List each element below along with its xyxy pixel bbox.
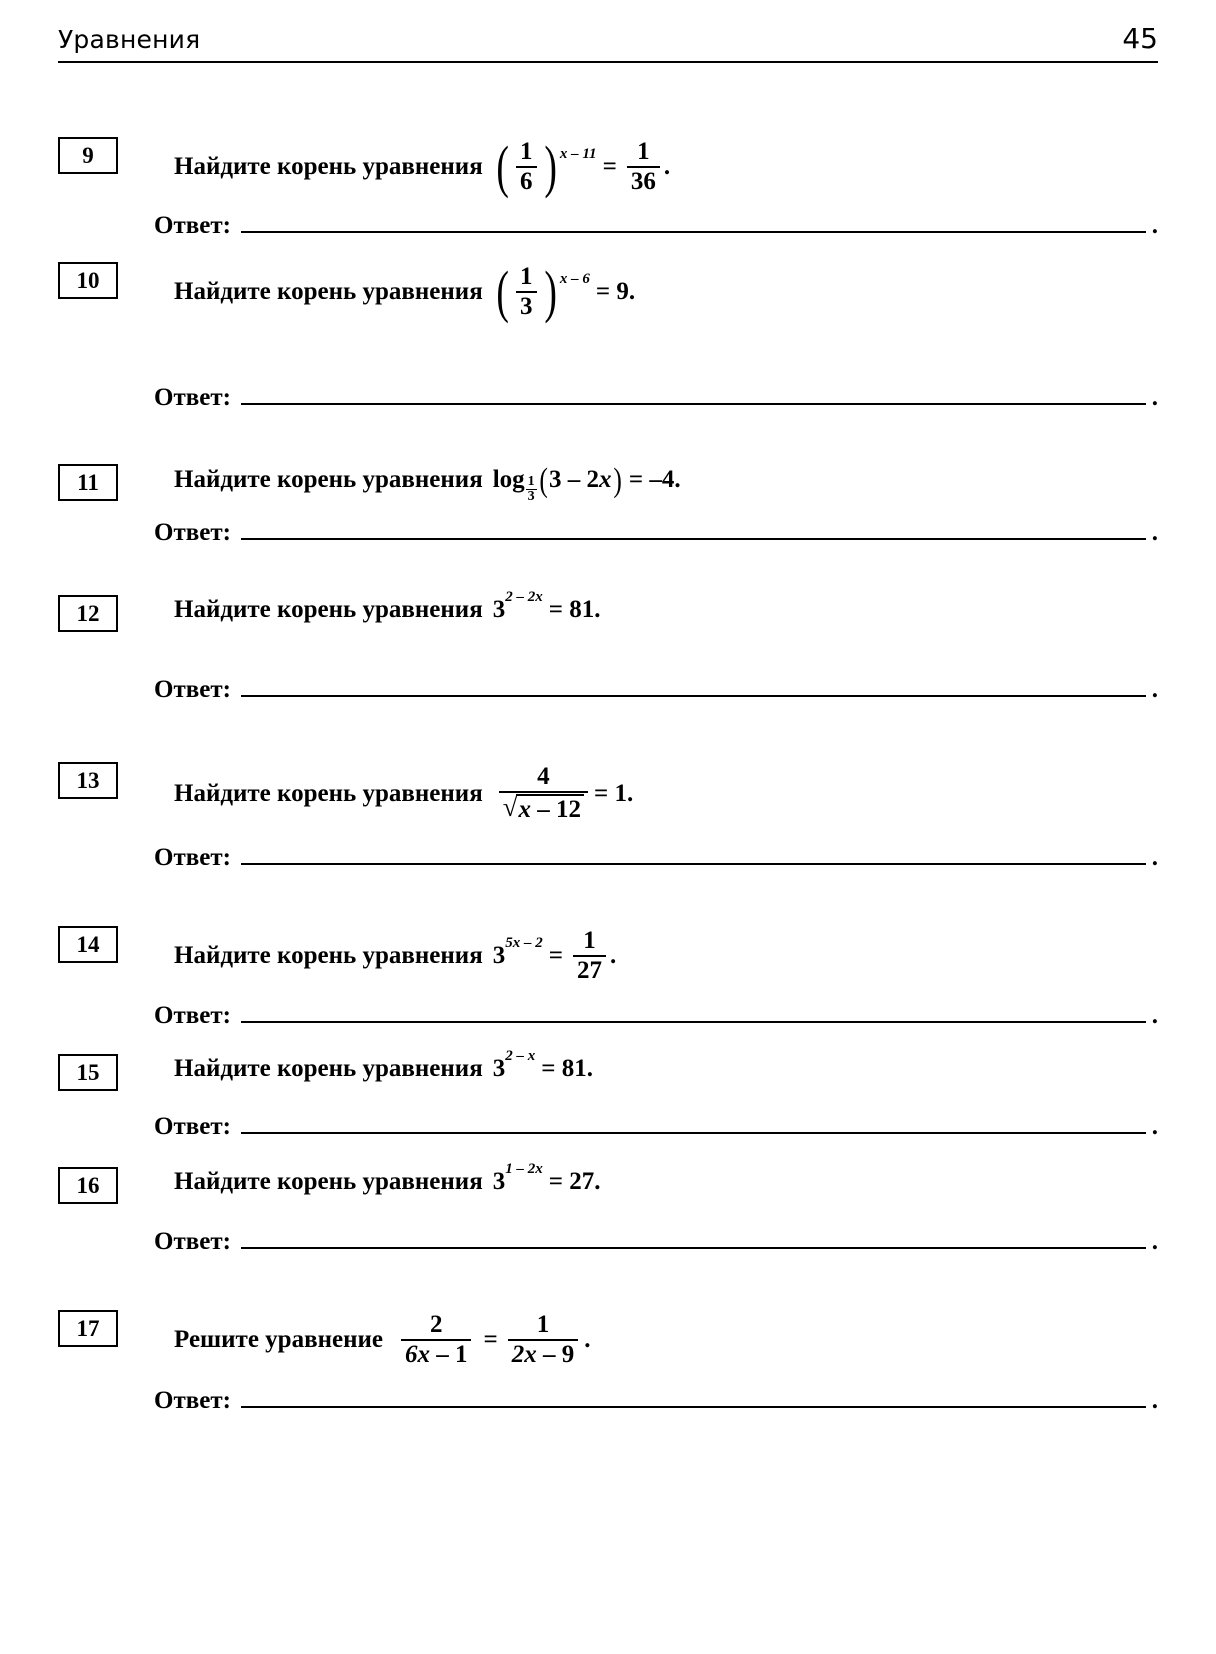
task-prompt: Найдите корень уравнения (174, 941, 483, 969)
exponent: 5x – 2 (505, 934, 543, 951)
task-item (58, 134, 1158, 240)
task-number: 12 (58, 595, 118, 632)
answer-period: . (1151, 1228, 1158, 1255)
page-number: 45 (1122, 22, 1158, 55)
task-number: 11 (58, 464, 118, 501)
task-item (58, 589, 1158, 704)
answer-blank[interactable] (241, 402, 1146, 405)
equation: ( $\frac{1}{6}$ ) x – 11 = $\frac{1}{36}$ . (496, 134, 671, 200)
task-prompt: Найдите корень уравнения (174, 1055, 483, 1082)
task-prompt: Найдите корень уравнения (174, 596, 483, 623)
task-statement (174, 926, 616, 985)
fraction-numerator: 1 (637, 138, 650, 165)
header-title: Уравнения (58, 25, 201, 54)
answer-period: . (1151, 676, 1158, 703)
answer-label: Ответ: (154, 384, 231, 411)
fraction-numerator: 1 (520, 262, 533, 290)
period: . (609, 941, 617, 969)
task-prompt: Найдите корень уравнения (174, 466, 483, 494)
fraction-numerator: 1 (520, 138, 533, 165)
task-statement (174, 1310, 590, 1369)
answer-period: . (1151, 843, 1158, 871)
answer-label: Ответ: (154, 211, 231, 239)
task-number: 13 (58, 762, 118, 799)
square-root: √ x – 12 (503, 794, 584, 823)
answer-blank[interactable] (241, 230, 1146, 233)
answer-label: Ответ: (154, 1228, 231, 1255)
task-number: 16 (58, 1167, 118, 1204)
answer-line (58, 384, 1158, 412)
fraction-numerator: 4 (537, 763, 550, 790)
right-hand-side: = 81. (548, 596, 601, 623)
task-statement (174, 762, 633, 824)
exponent: x – 6 (559, 270, 590, 287)
answer-blank[interactable] (241, 1246, 1146, 1249)
answer-line (58, 519, 1158, 547)
answer-blank[interactable] (241, 694, 1146, 697)
task-statement (174, 461, 681, 504)
right-hand-side: = –4. (628, 466, 681, 494)
answer-label: Ответ: (154, 1386, 231, 1414)
base: 3 (492, 1168, 506, 1195)
task-statement (174, 258, 636, 324)
answer-period: . (1151, 1113, 1158, 1140)
task-prompt: Решите уравнение (174, 1326, 383, 1354)
answer-period: . (1151, 1386, 1158, 1414)
task-statement (174, 134, 671, 200)
answer-blank[interactable] (241, 862, 1146, 865)
answer-label: Ответ: (154, 843, 231, 871)
task-statement (174, 1048, 593, 1082)
fraction-denominator (499, 791, 588, 823)
task-item (58, 1310, 1158, 1415)
answer-label: Ответ: (154, 1113, 231, 1140)
base: 3 (492, 1055, 506, 1082)
answer-blank[interactable] (241, 1405, 1146, 1408)
equals-sign: = (548, 941, 563, 969)
equation (492, 1048, 593, 1082)
exponent: 2 – x (505, 1048, 536, 1065)
task-prompt: Найдите корень уравнения (174, 277, 483, 305)
answer-line (58, 1228, 1158, 1256)
task-number: 15 (58, 1054, 118, 1091)
answer-period: . (1151, 1002, 1158, 1029)
fraction-denominator: 27 (573, 955, 606, 984)
log-base: $\frac{1}{3}$ (527, 474, 535, 504)
answer-label: Ответ: (154, 1002, 231, 1029)
fraction-denominator: 36 (627, 166, 660, 195)
answer-period: . (1151, 519, 1158, 546)
answer-period: . (1151, 211, 1158, 239)
equals-sign: = (602, 153, 617, 181)
period: . (663, 153, 671, 181)
answer-line (58, 1113, 1158, 1141)
answer-line (58, 844, 1158, 872)
task-number: 17 (58, 1310, 118, 1347)
fraction-denominator: 6x – 1 (401, 1339, 472, 1368)
task-statement (174, 589, 601, 623)
task-number: 9 (58, 137, 118, 174)
fraction-numerator: 1 (583, 926, 596, 954)
base: 3 (492, 941, 506, 969)
equals-sign: = (483, 1326, 498, 1354)
answer-line (58, 676, 1158, 704)
exponent: 1 – 2x (505, 1161, 543, 1178)
task-prompt: Найдите корень уравнения (174, 779, 483, 807)
equation (493, 764, 634, 824)
period: . (584, 1326, 591, 1354)
answer-period: . (1151, 384, 1158, 411)
page-header (58, 0, 1158, 61)
log-argument-body: 3 – 2x (549, 466, 612, 494)
answer-line (58, 1387, 1158, 1415)
equation (393, 1312, 591, 1369)
answer-label: Ответ: (154, 676, 231, 703)
answer-blank[interactable] (241, 1131, 1146, 1134)
equation: log $\frac{1}{3}$ ( 3 – 2x ) = –4. (492, 461, 681, 504)
exponent: 2 – 2x (505, 589, 543, 606)
answer-line (58, 212, 1158, 240)
fraction-numerator: 1 (536, 1311, 550, 1338)
task-item (58, 1161, 1158, 1256)
fraction-denominator: 3 (516, 291, 537, 320)
fraction-denominator: 2x – 9 (508, 1339, 579, 1368)
answer-blank[interactable] (241, 537, 1146, 540)
task-number: 10 (58, 262, 118, 299)
task-item (58, 926, 1158, 1031)
right-hand-side: = 81. (541, 1055, 593, 1082)
task-item (58, 762, 1158, 872)
task-item (58, 1048, 1158, 1141)
task-prompt: Найдите корень уравнения (174, 153, 483, 181)
task-prompt: Найдите корень уравнения (174, 1168, 483, 1195)
right-hand-side: = 27. (548, 1168, 601, 1195)
equation (492, 589, 601, 623)
answer-blank[interactable] (241, 1020, 1146, 1023)
answer-label: Ответ: (154, 519, 231, 546)
header-divider (58, 61, 1158, 63)
right-hand-side: = 9. (595, 277, 636, 305)
base: 3 (492, 596, 506, 623)
right-hand-side: = 1. (594, 779, 634, 807)
task-item (58, 258, 1158, 413)
fraction-denominator: 6 (516, 166, 537, 195)
task-number: 14 (58, 926, 118, 963)
exponent: x – 11 (559, 146, 597, 163)
task-statement (174, 1161, 601, 1195)
equation: ( $\frac{1}{3}$ ) x – 6 = 9. (496, 258, 636, 324)
task-item (58, 461, 1158, 547)
equation (492, 1161, 601, 1195)
fraction-numerator: 2 (429, 1311, 443, 1338)
log-operator: log (492, 466, 525, 494)
answer-line (58, 1002, 1158, 1030)
equation (493, 928, 617, 985)
task-list (58, 134, 1158, 1415)
